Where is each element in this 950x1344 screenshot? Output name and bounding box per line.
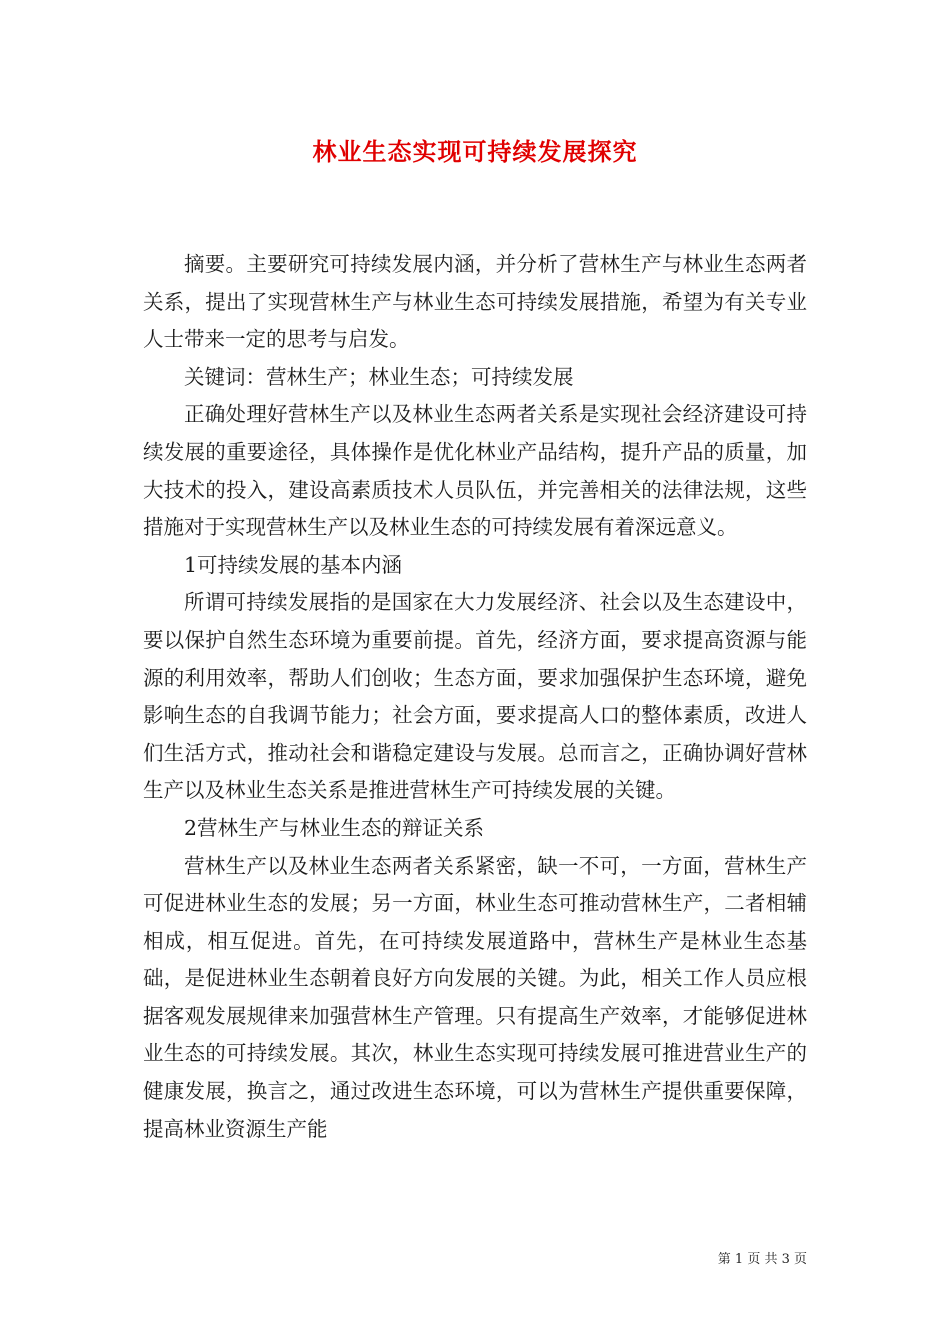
section-heading-2: 2营林生产与林业生态的辩证关系 bbox=[184, 815, 485, 840]
document-body bbox=[143, 246, 807, 1148]
keywords-paragraph: 关键词：营林生产；林业生态；可持续发展 bbox=[184, 364, 574, 389]
abstract-paragraph: 摘要。主要研究可持续发展内涵，并分析了营林生产与林业生态两者关系，提出了实现营林生产与林业生态可持续发展措施，希望为有关专业人士带来一定的思考与启发。 bbox=[143, 252, 807, 352]
page-number-footer: 第 1 页 共 3 页 bbox=[717, 1252, 807, 1267]
document-title: 林业生态实现可持续发展探究 bbox=[312, 138, 638, 166]
section-heading-1: 1可持续发展的基本内涵 bbox=[184, 552, 403, 577]
intro-paragraph: 正确处理好营林生产以及林业生态两者关系是实现社会经济建设可持续发展的重要途径，具体操作是优化林业产品结构，提升产品的质量，加大技术的投入，建设高素质技术人员队伍，并完善相关的法律法规，这些措施对于实现营林生产以及林业生态的可持续发展有着深远意义。 bbox=[143, 402, 807, 540]
section-1-paragraph: 所谓可持续发展指的是国家在大力发展经济、社会以及生态建设中，要以保护自然生态环境为重要前提。首先，经济方面，要求提高资源与能源的利用效率，帮助人们创收；生态方面，要求加强保护生态环境，避免影响生态的自我调节能力；社会方面，要求提高人口的整体素质，改进人们生活方式，推动社会和谐稳定建设与发展。总而言之，正确协调好营林生产以及林业生态关系是推进营林生产可持续发展的关键。 bbox=[143, 590, 807, 803]
section-2-paragraph: 营林生产以及林业生态两者关系紧密，缺一不可，一方面，营林生产可促进林业生态的发展；另一方面，林业生态可推动营林生产，二者相辅相成，相互促进。首先，在可持续发展道路中，营林生产是林业生态基础，是促进林业生态朝着良好方向发展的关键。为此，相关工作人员应根据客观发展规律来加强营林生产管理。只有提高生产效率，才能够促进林业生态的可持续发展。其次，林业生态实现可持续发展可推进营业生产的健康发展，换言之，通过改进生态环境，可以为营林生产提供重要保障，提高林业资源生产能 bbox=[143, 853, 807, 1141]
